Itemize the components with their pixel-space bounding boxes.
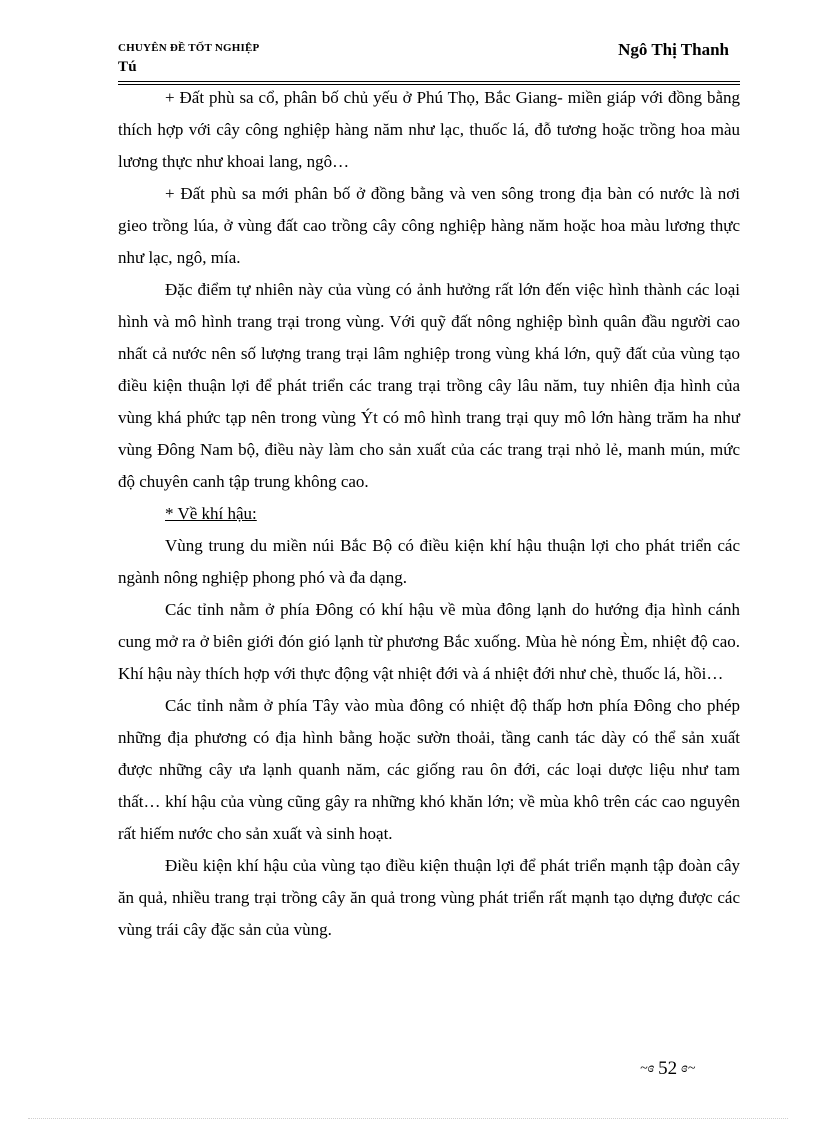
page-border-bottom — [28, 1118, 788, 1119]
paragraph-climate-fruit: Điều kiện khí hậu của vùng tạo điều kiện thuận lợi để phát triển mạnh tập đoàn cây ăn quả, nhiều trang trại trồng cây ăn quả trong vùng phát triển rất mạnh tạo dựng được các vùng trái cây đặc sản của vùng. — [118, 856, 740, 939]
document-header-title — [118, 42, 259, 76]
header-title-line2: Tú — [118, 59, 137, 75]
ornament-right-icon: ɞ~ — [681, 1061, 696, 1076]
ornament-left-icon: ~ɞ — [640, 1061, 655, 1076]
body-text — [118, 82, 740, 946]
paragraph-climate-west: Các tỉnh nằm ở phía Tây vào mùa đông có nhiệt độ thấp hơn phía Đông cho phép những địa phương có địa hình bằng hoặc sườn thoải, tầng canh tác dày có thể sản xuất được những cây ưa lạnh quanh năm, các giống rau ôn đới, các loại dược liệu như tam thất… khí hậu của vùng cũng gây ra những khó khăn lớn; về mùa khô trên các cao nguyên rất hiếm nước cho sản xuất và sinh hoạt. — [118, 696, 740, 843]
paragraph-climate-east: Các tỉnh nằm ở phía Đông có khí hậu về mùa đông lạnh do hướng địa hình cánh cung mở ra ở biên giới đón gió lạnh từ phương Bắc xuống. Mùa hè nóng Èm, nhiệt độ cao. Khí hậu này thích hợp với thực động vật nhiệt đới và á nhiệt đới như chè, thuốc lá, hồi… — [118, 600, 740, 683]
paragraph-alluvial-new: + Đất phù sa mới phân bố ở đồng bằng và ven sông trong địa bàn có nước là nơi gieo trồng lúa, ở vùng đất cao trồng cây công nghiệp hàng năm hoặc hoa màu lương thực như lạc, ngô, mía. — [118, 184, 740, 267]
section-heading-climate: * Về khí hậu: — [165, 504, 257, 523]
header-title-line1: CHUYÊN ĐỀ TỐT NGHIỆP — [118, 42, 260, 54]
paragraph-climate-intro: Vùng trung du miền núi Bắc Bộ có điều kiện khí hậu thuận lợi cho phát triển các ngành nông nghiệp phong phó và đa dạng. — [118, 536, 740, 587]
paragraph-natural-features: Đặc điểm tự nhiên này của vùng có ảnh hưởng rất lớn đến việc hình thành các loại hình và mô hình trang trại trong vùng. Với quỹ đất nông nghiệp bình quân đầu người cao nhất cả nước nên số lượng trang trại lâm nghiệp trong vùng khá lớn, quỹ đất của vùng tạo điều kiện thuận lợi để phát triển các trang trại trồng cây lâu năm, tuy nhiên địa hình của vùng khá phức tạp nên trong vùng Ýt có mô hình trang trại quy mô lớn hàng trăm ha như vùng Đông Nam bộ, điều này làm cho sản xuất của các trang trại nhỏ lẻ, manh mún, mức độ chuyên canh tập trung không cao. — [118, 280, 740, 491]
paragraph-alluvial-old: + Đất phù sa cổ, phân bố chủ yếu ở Phú Thọ, Bắc Giang- miền giáp với đồng bằng thích hợp với cây công nghiệp hàng năm như lạc, thuốc lá, đỗ tương hoặc trồng hoa màu lương thực như khoai lang, ngô… — [118, 88, 740, 171]
page-number: 52 — [658, 1058, 678, 1079]
page-footer — [640, 1058, 695, 1080]
header-author: Ngô Thị Thanh — [618, 40, 729, 59]
